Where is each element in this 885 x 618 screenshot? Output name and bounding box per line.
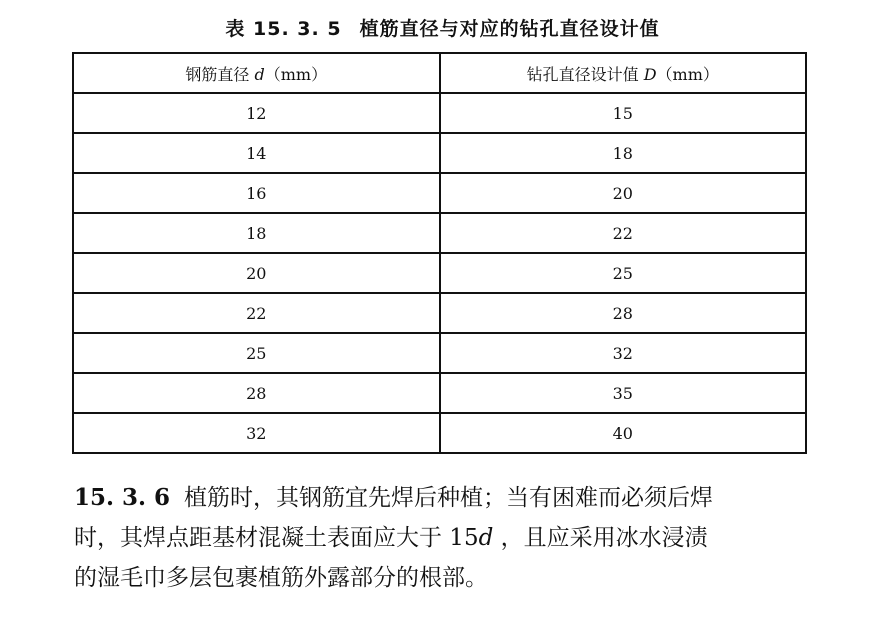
table-row <box>73 333 806 373</box>
hole-diameter-cell: 18 <box>440 133 807 173</box>
clause-line-2-text-a: 时，其焊点距基材混凝土表面应大于 15 <box>74 525 479 551</box>
header-rebar-symbol: d <box>254 64 265 84</box>
table-title <box>0 14 885 41</box>
hole-diameter-cell: 25 <box>440 253 807 293</box>
table-row <box>73 173 806 213</box>
rebar-diameter-cell: 16 <box>73 173 440 213</box>
rebar-diameter-cell: 25 <box>73 333 440 373</box>
header-hole-unit: （mm） <box>656 64 719 84</box>
rebar-hole-table <box>72 52 807 454</box>
rebar-diameter-cell: 32 <box>73 413 440 453</box>
clause-number: 15. 3. 6 <box>74 484 171 511</box>
header-hole-text: 钻孔直径设计值 <box>526 64 639 84</box>
rebar-diameter-cell: 12 <box>73 93 440 133</box>
rebar-diameter-cell: 28 <box>73 373 440 413</box>
hole-diameter-cell: 28 <box>440 293 807 333</box>
hole-diameter-cell: 32 <box>440 333 807 373</box>
rebar-diameter-cell: 22 <box>73 293 440 333</box>
table-row <box>73 253 806 293</box>
table-row <box>73 293 806 333</box>
table-header-row <box>73 53 806 93</box>
table-number: 表 15. 3. 5 <box>225 18 342 40</box>
clause-line-1 <box>74 478 814 518</box>
header-hole-diameter <box>440 53 807 93</box>
clause-line-2-symbol: d <box>478 525 494 551</box>
table-row <box>73 133 806 173</box>
rebar-diameter-cell: 20 <box>73 253 440 293</box>
table-row <box>73 373 806 413</box>
hole-diameter-cell: 35 <box>440 373 807 413</box>
hole-diameter-cell: 22 <box>440 213 807 253</box>
clause-line-1-text: 植筋时，其钢筋宜先焊后种植；当有困难而必须后焊 <box>184 485 714 511</box>
hole-diameter-cell: 20 <box>440 173 807 213</box>
clause-line-2-text-b: ，且应采用冰水浸渍 <box>493 525 708 551</box>
header-rebar-unit: （mm） <box>264 64 328 84</box>
table-row <box>73 213 806 253</box>
rebar-diameter-cell: 18 <box>73 213 440 253</box>
hole-diameter-cell: 15 <box>440 93 807 133</box>
clause-line-2 <box>74 518 814 558</box>
rebar-diameter-cell: 14 <box>73 133 440 173</box>
table-row <box>73 413 806 453</box>
header-hole-symbol: D <box>643 64 657 84</box>
header-rebar-diameter <box>73 53 440 93</box>
clause-paragraph <box>74 478 814 598</box>
hole-diameter-cell: 40 <box>440 413 807 453</box>
table-row <box>73 93 806 133</box>
clause-line-3-text: 的湿毛巾多层包裹植筋外露部分的根部。 <box>74 565 488 591</box>
table-caption: 植筋直径与对应的钻孔直径设计值 <box>359 18 660 40</box>
table-body <box>73 93 806 453</box>
clause-line-3 <box>74 558 814 598</box>
header-rebar-text: 钢筋直径 <box>185 64 250 84</box>
